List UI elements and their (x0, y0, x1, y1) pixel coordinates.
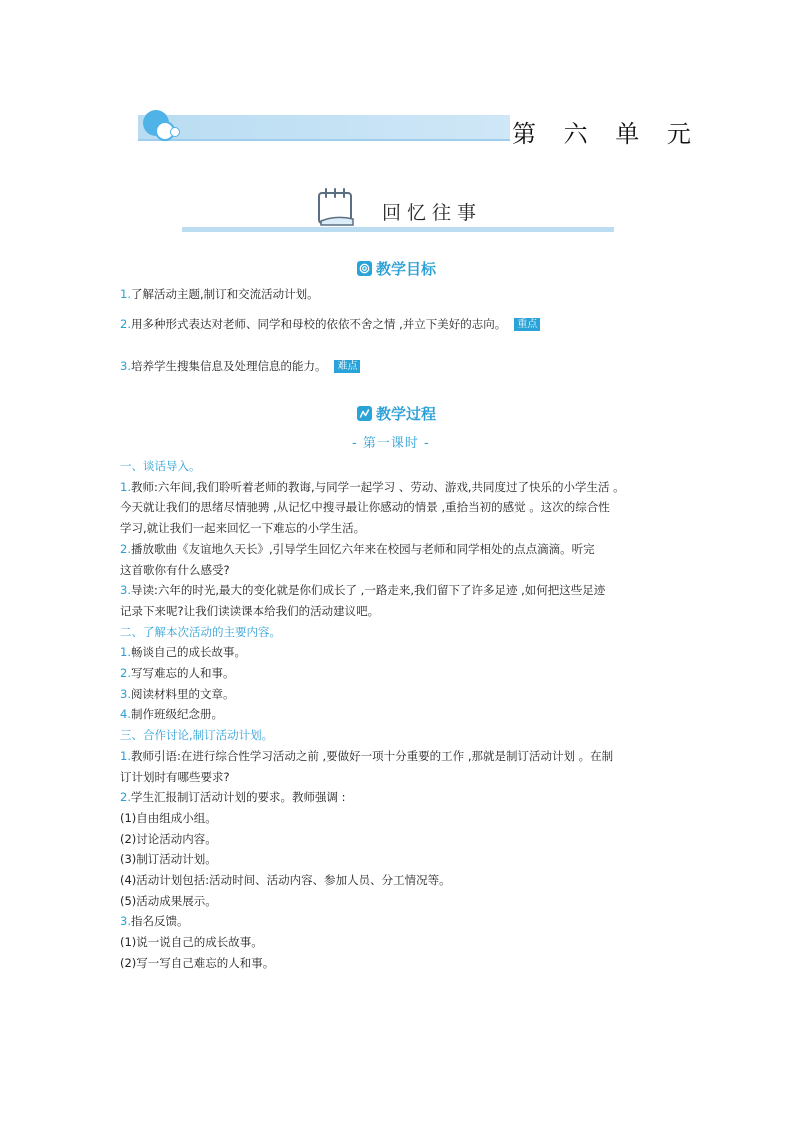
unit-title: 第 六 单 元 (512, 120, 701, 148)
process-line (120, 893, 217, 909)
subheading-text: 二、了解本次活动的主要内容。 (120, 625, 281, 639)
key-point-badge: 重点 (514, 318, 540, 331)
process-line (120, 603, 379, 619)
line-text: 学生汇报制订活动计划的要求。教师强调 : (130, 790, 346, 804)
goal-text: 培养学生搜集信息及处理信息的能力。 (130, 359, 327, 373)
process-line (120, 872, 451, 888)
process-line (120, 934, 263, 950)
process-line (120, 541, 595, 557)
process-line (120, 748, 613, 764)
process-line (120, 520, 365, 536)
process-line (120, 686, 234, 702)
item-number: 3. (120, 687, 131, 701)
goals-heading (357, 258, 436, 279)
item-number: 3. (120, 914, 131, 928)
line-text: 订计划时有哪些要求? (120, 770, 230, 784)
line-text: (2)写一写自己难忘的人和事。 (120, 956, 275, 970)
lesson-title: 回忆往事 (382, 202, 483, 224)
process-line (120, 582, 605, 598)
process-line (120, 913, 188, 929)
line-text: (5)活动成果展示。 (120, 894, 217, 908)
lesson-title-underline (182, 227, 614, 232)
subheading-text: 三、合作讨论,制订活动计划。 (120, 728, 274, 742)
process-line (120, 955, 274, 971)
process-heading-text: 教学过程 (376, 405, 437, 423)
process-subheading (120, 624, 281, 640)
line-text: 今天就让我们的思绪尽情驰骋 ,从记忆中搜寻最让你感动的情景 ,重拾当初的感觉 。这次的综合性 (120, 500, 610, 514)
process-icon (357, 406, 372, 421)
goal-item (120, 316, 540, 332)
process-line (120, 769, 230, 785)
process-subheading (120, 458, 201, 474)
line-text: (2)讨论活动内容。 (120, 832, 217, 846)
line-text: 教师:六年间,我们聆听着老师的教诲,与同学一起学习 、劳动、游戏,共同度过了快乐的小学生活 。 (130, 480, 625, 494)
line-text: 记录下来呢?让我们读读课本给我们的活动建议吧。 (120, 604, 380, 618)
difficulty-badge: 难点 (334, 360, 360, 373)
circle-small (170, 127, 180, 137)
line-text: 制作班级纪念册。 (130, 707, 223, 721)
item-number: 4. (120, 707, 131, 721)
process-line (120, 789, 346, 805)
unit-header-band (138, 115, 510, 139)
process-line (120, 831, 217, 847)
lesson-period: - 第一课时 - (352, 436, 430, 451)
process-line (120, 499, 610, 515)
goal-item (120, 286, 319, 302)
goal-text: 用多种形式表达对老师、同学和母校的依依不舍之情 ,并立下美好的志向。 (130, 317, 507, 331)
line-text: 指名反馈。 (130, 914, 189, 928)
line-text: 写写难忘的人和事。 (130, 666, 235, 680)
line-text: (1)说一说自己的成长故事。 (120, 935, 263, 949)
process-line (120, 706, 223, 722)
line-text: 学习,就让我们一起来回忆一下难忘的小学生活。 (120, 521, 366, 535)
line-text: 播放歌曲《友谊地久天长》,引导学生回忆六年来在校园与老师和同学相处的点点滴滴。听完 (130, 542, 595, 556)
process-line (120, 562, 230, 578)
process-subheading (120, 727, 273, 743)
subheading-text: 一、谈话导入。 (120, 459, 201, 473)
notebook-icon (314, 185, 358, 229)
target-icon (357, 261, 372, 276)
goal-text: 了解活动主题,制订和交流活动计划。 (130, 287, 319, 301)
goal-number: 1. (120, 287, 131, 301)
process-line (120, 810, 217, 826)
line-text: (1)自由组成小组。 (120, 811, 217, 825)
process-line (120, 644, 246, 660)
item-number: 1. (120, 749, 131, 763)
line-text: 教师引语:在进行综合性学习活动之前 ,要做好一项十分重要的工作 ,那就是制订活动计划 。在制 (130, 749, 614, 763)
line-text: 这首歌你有什么感受? (120, 563, 230, 577)
item-number: 1. (120, 645, 131, 659)
line-text: (3)制订活动计划。 (120, 852, 217, 866)
goal-item (120, 358, 360, 374)
item-number: 2. (120, 542, 131, 556)
goal-number: 3. (120, 359, 131, 373)
line-text: 畅谈自己的成长故事。 (130, 645, 246, 659)
goals-heading-text: 教学目标 (376, 260, 437, 278)
process-heading (357, 403, 436, 424)
unit-header-rule (138, 139, 510, 141)
item-number: 1. (120, 480, 131, 494)
process-line (120, 665, 234, 681)
line-text: (4)活动计划包括:活动时间、活动内容、参加人员、分工情况等。 (120, 873, 451, 887)
item-number: 2. (120, 666, 131, 680)
item-number: 3. (120, 583, 131, 597)
line-text: 导读:六年的时光,最大的变化就是你们成长了 ,一路走来,我们留下了许多足迹 ,如何把这些足迹 (130, 583, 606, 597)
item-number: 2. (120, 790, 131, 804)
process-line (120, 479, 625, 495)
goal-number: 2. (120, 317, 131, 331)
process-line (120, 851, 217, 867)
line-text: 阅读材料里的文章。 (130, 687, 235, 701)
